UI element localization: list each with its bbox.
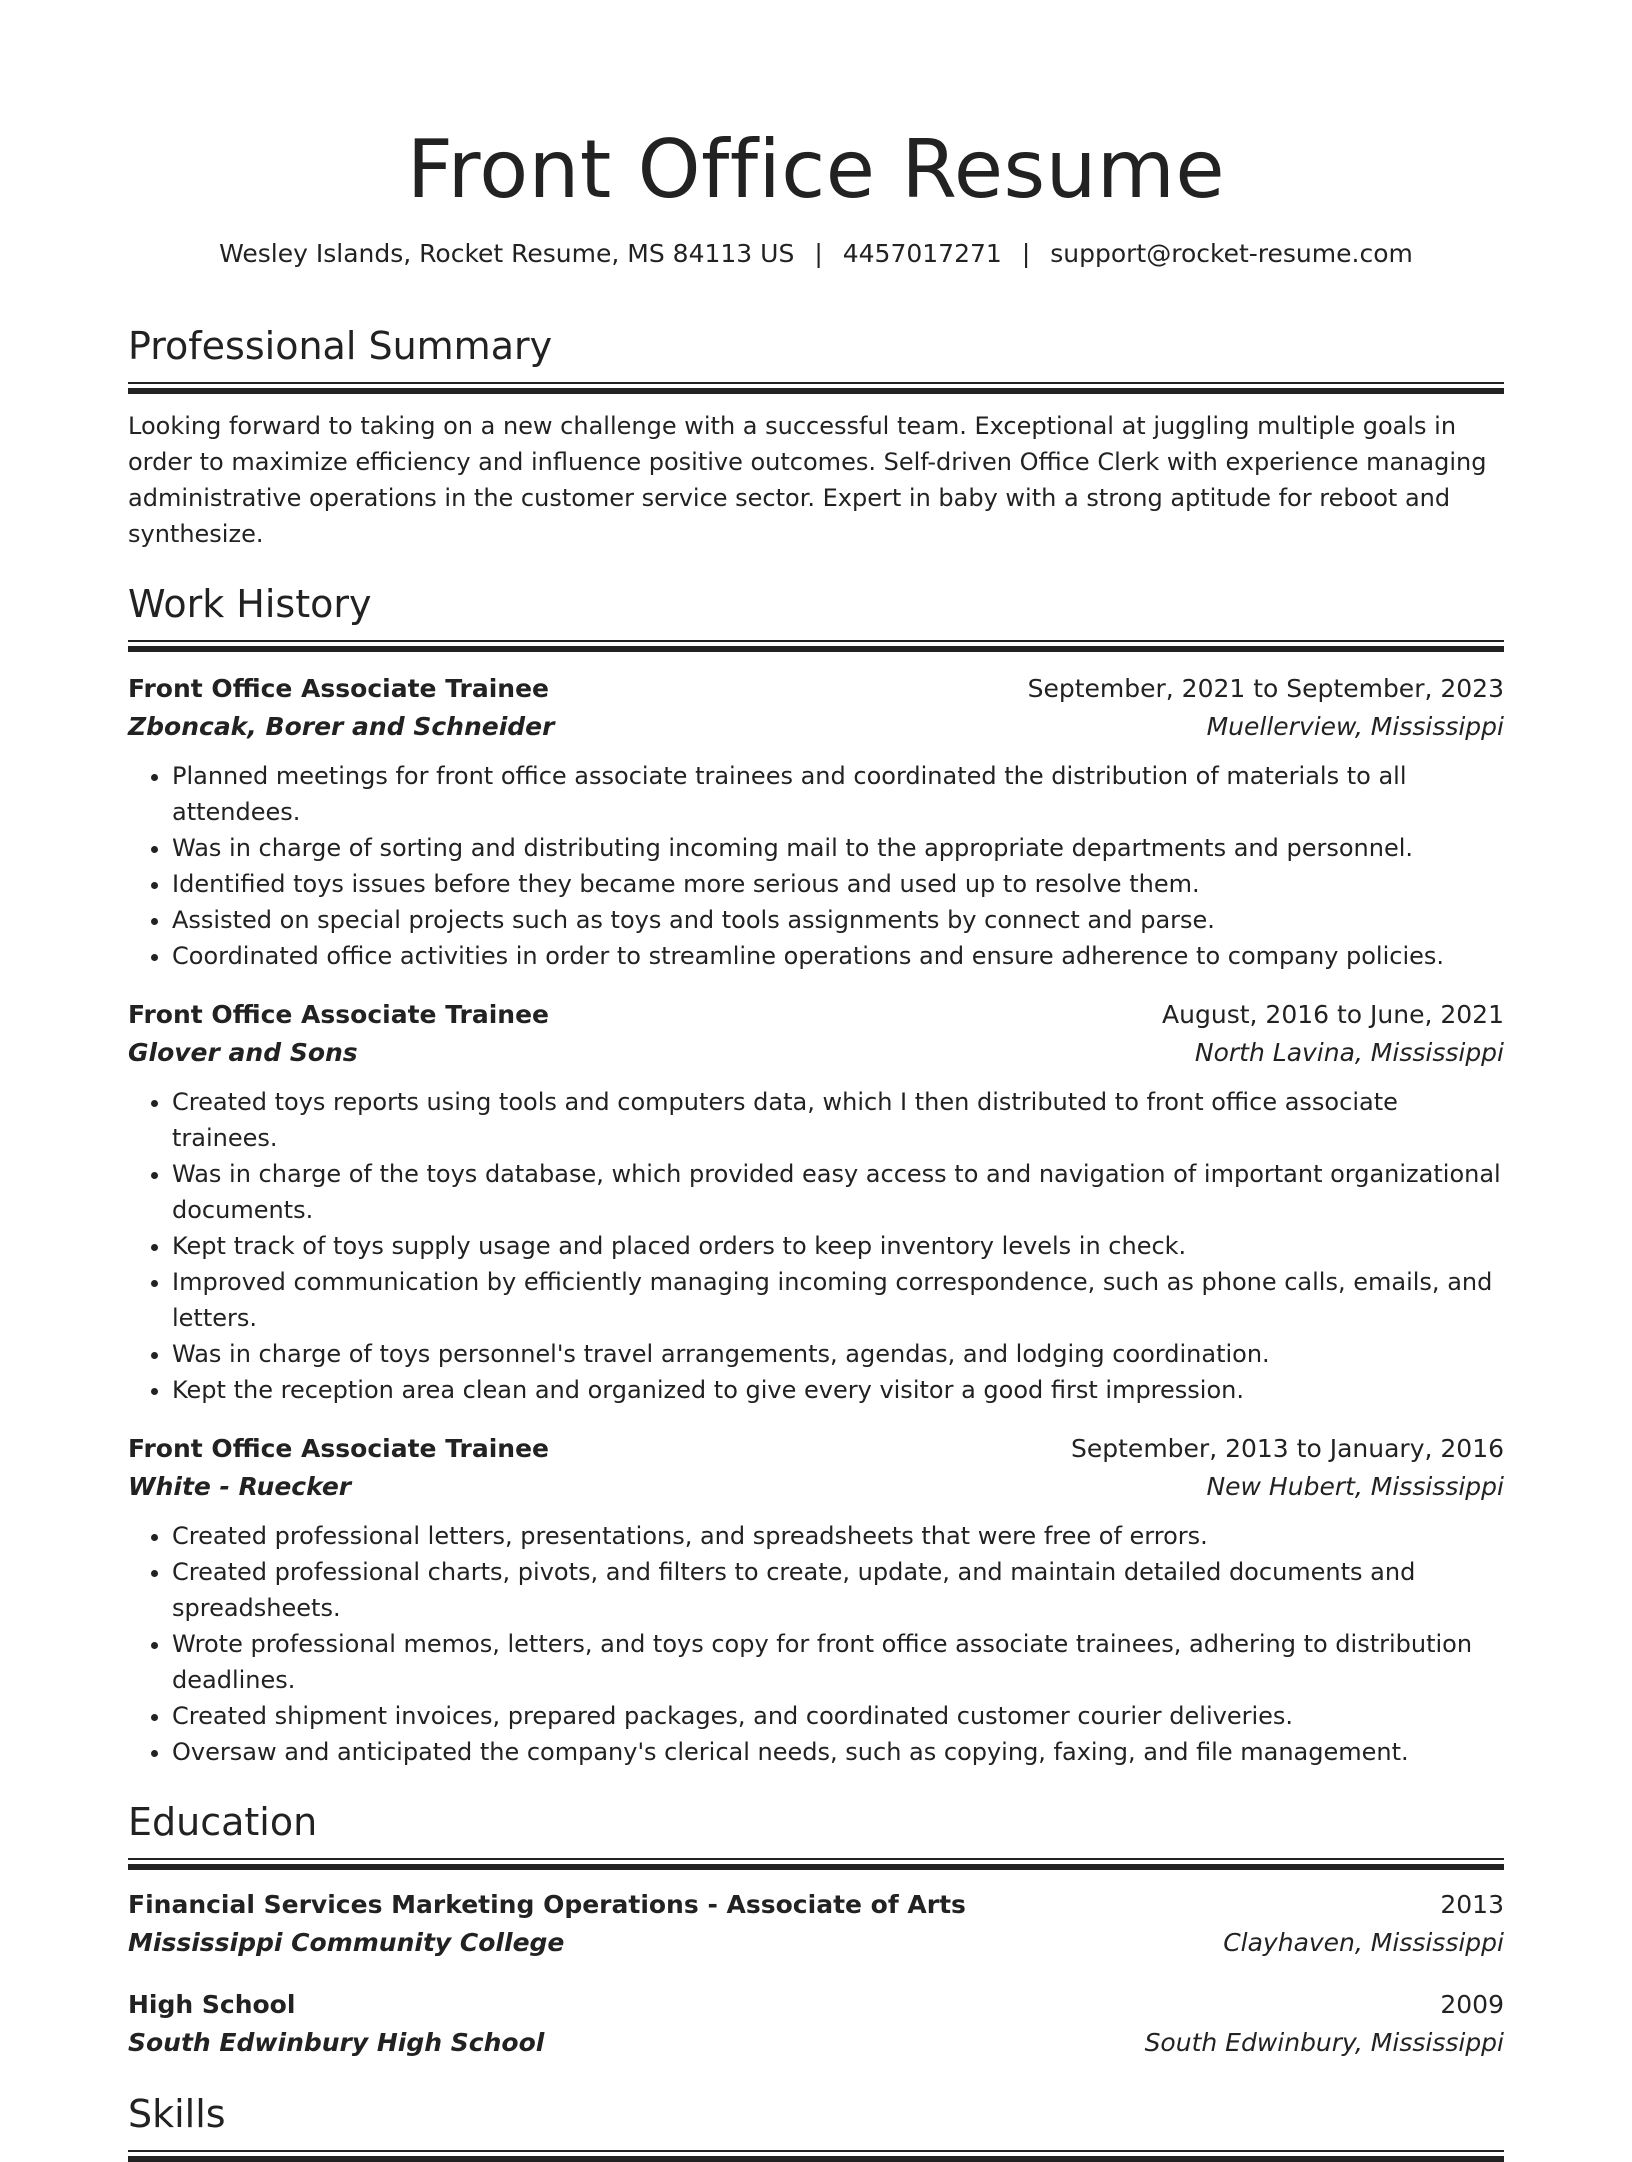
job-dates: September, 2021 to September, 2023 bbox=[1027, 674, 1504, 703]
education-year: 2013 bbox=[1440, 1890, 1504, 1919]
job-title: Front Office Associate Trainee bbox=[128, 674, 549, 703]
work-history-heading: Work History bbox=[128, 582, 372, 626]
resume-page bbox=[128, 0, 1504, 2162]
list-item: • Coordinated office activities in order to streamline operations and ensure adherence to company policies. bbox=[172, 938, 1504, 974]
job-company: White - Ruecker bbox=[128, 1472, 352, 1501]
education-heading: Education bbox=[128, 1800, 318, 1844]
list-item: • Created professional letters, presentations, and spreadsheets that were free of errors. bbox=[172, 1518, 1504, 1554]
summary-section bbox=[128, 322, 1504, 552]
list-item: • Created shipment invoices, prepared packages, and coordinated customer courier deliveries. bbox=[172, 1698, 1504, 1734]
job-location: North Lavina, Mississippi bbox=[1194, 1038, 1504, 1067]
list-item: • Identified toys issues before they became more serious and used up to resolve them. bbox=[172, 866, 1504, 902]
list-item: • Was in charge of sorting and distributing incoming mail to the appropriate departments and personnel. bbox=[172, 830, 1504, 866]
job-dates: September, 2013 to January, 2016 bbox=[1071, 1434, 1504, 1463]
list-item: • Created professional charts, pivots, and filters to create, update, and maintain detailed documents and spreadsheets. bbox=[172, 1554, 1504, 1626]
list-item: • Oversaw and anticipated the company's clerical needs, such as copying, faxing, and file management. bbox=[172, 1734, 1504, 1770]
education-location: Clayhaven, Mississippi bbox=[1223, 1928, 1504, 1957]
job-title: Front Office Associate Trainee bbox=[128, 1000, 549, 1029]
education-degree: High School bbox=[128, 1990, 296, 2019]
education-degree: Financial Services Marketing Operations - Associate of Arts bbox=[128, 1890, 966, 1919]
list-item: • Planned meetings for front office associate trainees and coordinated the distribution of materials to all attendees. bbox=[172, 758, 1504, 830]
skills-heading: Skills bbox=[128, 2092, 226, 2136]
list-item: • Was in charge of toys personnel's travel arrangements, agendas, and lodging coordination. bbox=[172, 1336, 1504, 1372]
education-school: South Edwinbury High School bbox=[128, 2028, 545, 2057]
contact-separator: | bbox=[1021, 239, 1031, 268]
job-title: Front Office Associate Trainee bbox=[128, 1434, 549, 1463]
list-item: • Kept track of toys supply usage and placed orders to keep inventory levels in check. bbox=[172, 1228, 1504, 1264]
education-section bbox=[128, 1798, 1504, 2062]
contact-line bbox=[128, 236, 1504, 272]
job-bullets bbox=[128, 1518, 1504, 1770]
job-dates: August, 2016 to June, 2021 bbox=[1162, 1000, 1504, 1029]
summary-text: Looking forward to taking on a new challenge with a successful team. Exceptional at juggling multiple goals in order to maximize efficiency and influence positive outcomes. Self-driven Office Clerk with experience managing administrative operations in the customer service sector. Expert in baby with a strong aptitude for reboot and synthesize. bbox=[128, 412, 1487, 548]
list-item: • Created toys reports using tools and computers data, which I then distributed to front office associate trainees. bbox=[172, 1084, 1504, 1156]
job-entry bbox=[128, 1430, 1504, 1770]
contact-phone: 4457017271 bbox=[842, 239, 1002, 268]
list-item: • Assisted on special projects such as toys and tools assignments by connect and parse. bbox=[172, 902, 1504, 938]
job-bullets bbox=[128, 1084, 1504, 1408]
summary-heading: Professional Summary bbox=[128, 324, 553, 368]
education-year: 2009 bbox=[1440, 1990, 1504, 2019]
job-company: Glover and Sons bbox=[128, 1038, 358, 1067]
education-school: Mississippi Community College bbox=[128, 1928, 565, 1957]
contact-email: support@rocket-resume.com bbox=[1050, 239, 1413, 268]
section-divider bbox=[128, 2150, 1504, 2162]
list-item: • Was in charge of the toys database, which provided easy access to and navigation of important organizational documents. bbox=[172, 1156, 1504, 1228]
job-entry bbox=[128, 996, 1504, 1408]
section-divider bbox=[128, 1858, 1504, 1870]
education-entry bbox=[128, 1986, 1504, 2062]
section-divider bbox=[128, 640, 1504, 652]
page-title: Front Office Resume bbox=[406, 123, 1226, 216]
list-item: • Kept the reception area clean and organized to give every visitor a good first impression. bbox=[172, 1372, 1504, 1408]
list-item: • Wrote professional memos, letters, and toys copy for front office associate trainees, adhering to distribution deadlines. bbox=[172, 1626, 1504, 1698]
job-bullets bbox=[128, 758, 1504, 974]
work-history-section bbox=[128, 580, 1504, 1770]
education-entry bbox=[128, 1886, 1504, 1962]
list-item: • Improved communication by efficiently managing incoming correspondence, such as phone calls, emails, and letters. bbox=[172, 1264, 1504, 1336]
section-divider bbox=[128, 382, 1504, 394]
skills-section bbox=[128, 2090, 1504, 2162]
education-location: South Edwinbury, Mississippi bbox=[1144, 2028, 1504, 2057]
job-location: Muellerview, Mississippi bbox=[1206, 712, 1504, 741]
job-company: Zboncak, Borer and Schneider bbox=[128, 712, 555, 741]
job-location: New Hubert, Mississippi bbox=[1206, 1472, 1504, 1501]
job-entry bbox=[128, 670, 1504, 974]
contact-separator: | bbox=[814, 239, 823, 268]
contact-address: Wesley Islands, Rocket Resume, MS 84113 US bbox=[219, 239, 795, 268]
